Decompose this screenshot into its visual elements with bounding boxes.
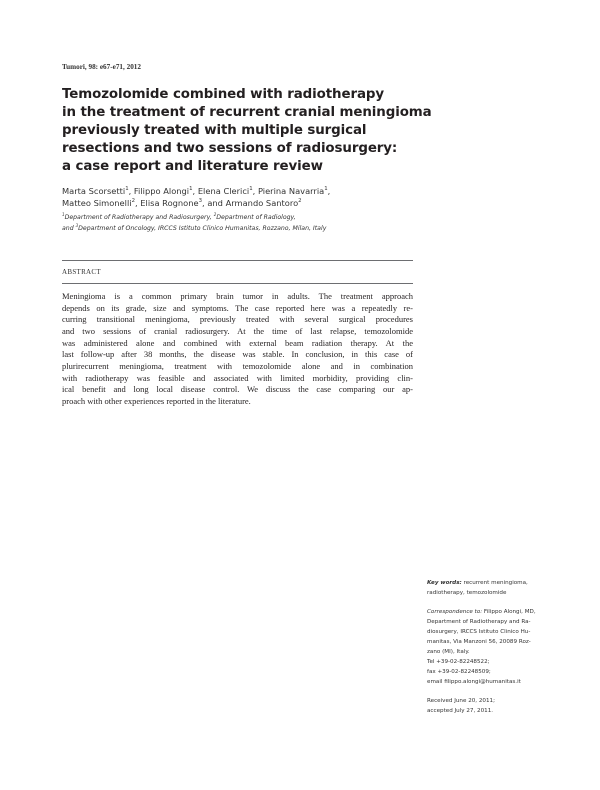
keywords-label: Key words:	[427, 580, 462, 586]
author-affil-sup: 1	[125, 186, 129, 193]
sidebar-notes	[427, 578, 547, 716]
author-name: Elisa Rognone	[140, 198, 199, 208]
author-affil-sup: 2	[131, 198, 135, 205]
correspondence-text: Filippo Alongi, MD,	[482, 609, 536, 615]
keywords-text: recurrent meningioma,	[461, 580, 528, 586]
abstract-line: was administered alone and combined with external beam radiation therapy. At the	[62, 337, 413, 348]
author-name: Marta Scorsetti	[62, 186, 126, 196]
abstract-line: Meningioma is a common primary brain tumor in adults. The treatment approach	[62, 291, 413, 301]
title-line: Temozolomide combined with radiotherapy	[62, 87, 385, 102]
affil-sup: 1	[62, 211, 65, 217]
abstract-line: plurirecurrent meningioma, treatment with temozolomide alone and in combination	[62, 360, 413, 371]
author-name: Armando Santoro	[225, 198, 299, 208]
accepted-date: accepted July 27, 2011.	[427, 708, 494, 714]
affil-sup: 3	[75, 222, 79, 228]
author-line: Marta Scorsetti$^1$, Filippo Alongi$^1$, Elena Clerici$^1$, Pierina Navarria$^1$,	[62, 186, 331, 196]
author-affil-sup: 1	[189, 186, 193, 193]
keywords-line	[427, 578, 547, 588]
correspondence-line	[427, 607, 547, 617]
abstract-line: last follow-up after 38 months, the disease was stable. In conclusion, in this case of	[62, 349, 413, 360]
journal-reference: Tumori, 98: e67-e71, 2012	[62, 63, 141, 71]
author-name: Elena Clerici	[197, 186, 250, 196]
keywords-line: radiotherapy, temozolomide	[427, 590, 507, 596]
affiliation-text: and	[62, 225, 76, 232]
author-affil-sup: 1	[249, 186, 253, 193]
correspondence-line: manitas, Via Manzoni 56, 20089 Roz-	[427, 639, 531, 645]
correspondence-label: Correspondence to:	[427, 609, 483, 615]
author-affil-sup: 2	[298, 198, 302, 205]
abstract-line: and two sessions of cranial radiosurgery. At the time of last relapse, temozolomide	[62, 325, 413, 336]
author-name: Pierina Navarria	[257, 186, 325, 196]
abstract-heading: ABSTRACT	[62, 268, 101, 276]
abstract-body	[62, 291, 413, 408]
correspondence-line: Tel +39-02-82248522;	[427, 659, 490, 665]
section-divider	[62, 260, 413, 261]
title-line: in the treatment of recurrent cranial meningioma	[62, 105, 432, 120]
author-line: Matteo Simonelli$^2$, Elisa Rognone$^3$, and Armando Santoro$^2$	[62, 198, 302, 208]
abstract-line: ical benefit and long local disease control. We discuss the case comparing our ap-	[62, 384, 413, 395]
author-name: Matteo Simonelli	[62, 198, 132, 208]
title-line: a case report and literature review	[62, 159, 323, 174]
affil-sup: 2	[213, 211, 217, 217]
affiliations	[62, 212, 326, 234]
affiliation-line	[62, 212, 326, 223]
affiliation-text: Department of Radiotherapy and Radiosurgery,	[64, 214, 214, 221]
received-date: Received June 20, 2011;	[427, 698, 495, 704]
affiliation-text: Department of Oncology, IRCCS Istituto Clinico Humanitas, Rozzano, Milan, Italy	[78, 225, 327, 232]
author-affil-sup: 1	[324, 186, 328, 193]
article-title	[62, 86, 432, 176]
correspondence-line: Department of Radiotherapy and Ra-	[427, 619, 531, 625]
title-line: previously treated with multiple surgical	[62, 123, 367, 138]
affiliation-text: Department of Radiology,	[216, 214, 296, 221]
correspondence-line: zano (MI), Italy.	[427, 649, 470, 655]
abstract-line: curring transitional meningioma, previously treated with several surgical procedures	[62, 314, 413, 325]
correspondence-line: fax +39-02-82248509;	[427, 669, 491, 675]
author-list	[62, 185, 330, 209]
affiliation-line	[62, 223, 326, 234]
correspondence-line: diosurgery, IRCCS Istituto Clinico Hu-	[427, 629, 531, 635]
author-name: Filippo Alongi	[133, 186, 190, 196]
title-line: resections and two sessions of radiosurgery:	[62, 141, 398, 156]
abstract-line: depends on its grade, size and symptoms. The case reported here was a repeatedly re-	[62, 302, 413, 313]
abstract-line: with radiotherapy was feasible and associated with limited morbidity, providing clin-	[62, 372, 413, 383]
author-affil-sup: 3	[198, 198, 203, 205]
correspondence-email[interactable]: email filippo.alongi@humanitas.it	[427, 679, 521, 685]
abstract-line: proach with other experiences reported in the literature.	[62, 395, 251, 406]
section-divider	[62, 283, 413, 284]
